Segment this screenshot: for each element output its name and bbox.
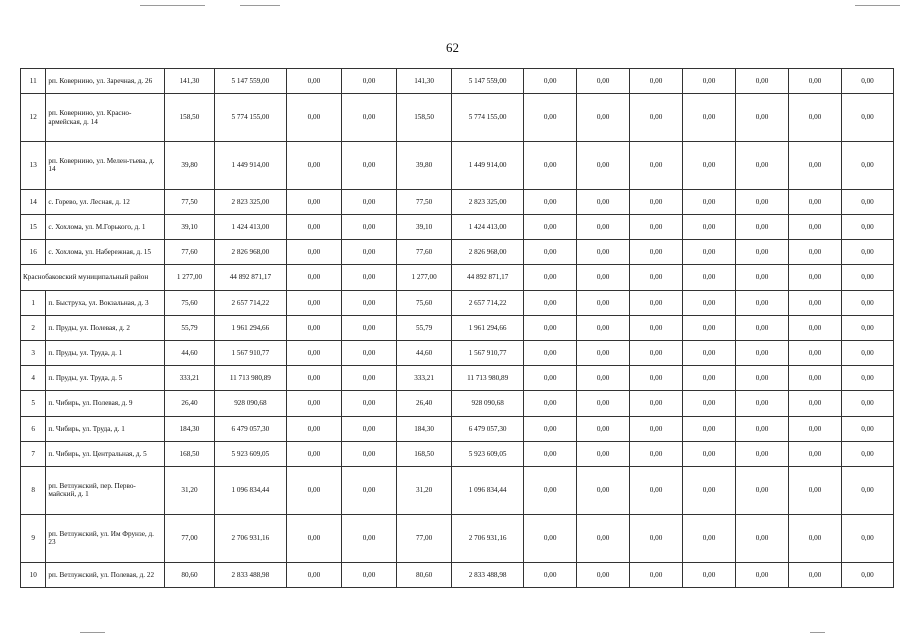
table-row bbox=[21, 315, 894, 340]
cost-cell: 1 567 910,77 bbox=[452, 341, 524, 366]
address-cell: рп. Ветлужский, ул. Полевая, д. 22 bbox=[46, 562, 165, 587]
area-cell: 168,50 bbox=[165, 441, 215, 466]
value-cell: 0,00 bbox=[683, 441, 736, 466]
value-cell: 0,00 bbox=[341, 416, 396, 441]
area-cell: 44,60 bbox=[165, 341, 215, 366]
value-cell: 0,00 bbox=[524, 441, 577, 466]
row-number-cell: 7 bbox=[21, 441, 46, 466]
address-cell: с. Хохлома, ул. Набережная, д. 15 bbox=[46, 240, 165, 265]
value-cell: 0,00 bbox=[577, 240, 630, 265]
value-cell: 0,00 bbox=[286, 189, 341, 214]
value-cell: 0,00 bbox=[789, 315, 842, 340]
area-cell: 333,21 bbox=[397, 366, 452, 391]
value-cell: 0,00 bbox=[630, 265, 683, 290]
value-cell: 0,00 bbox=[630, 441, 683, 466]
area-cell: 141,30 bbox=[397, 69, 452, 94]
row-number-cell: 2 bbox=[21, 315, 46, 340]
cost-cell: 1 096 834,44 bbox=[214, 467, 286, 515]
table-row bbox=[21, 69, 894, 94]
value-cell: 0,00 bbox=[577, 290, 630, 315]
cost-cell: 6 479 057,30 bbox=[452, 416, 524, 441]
housing-cost-table bbox=[20, 68, 894, 588]
value-cell: 0,00 bbox=[286, 366, 341, 391]
value-cell: 0,00 bbox=[630, 214, 683, 239]
table-row bbox=[21, 290, 894, 315]
area-cell: 39,80 bbox=[165, 141, 215, 189]
value-cell: 0,00 bbox=[341, 562, 396, 587]
value-cell: 0,00 bbox=[341, 240, 396, 265]
value-cell: 0,00 bbox=[630, 416, 683, 441]
area-cell: 55,79 bbox=[397, 315, 452, 340]
value-cell: 0,00 bbox=[524, 562, 577, 587]
value-cell: 0,00 bbox=[841, 467, 893, 515]
value-cell: 0,00 bbox=[524, 467, 577, 515]
value-cell: 0,00 bbox=[577, 141, 630, 189]
value-cell: 0,00 bbox=[524, 391, 577, 416]
value-cell: 0,00 bbox=[577, 94, 630, 142]
cost-cell: 5 923 609,05 bbox=[214, 441, 286, 466]
value-cell: 0,00 bbox=[736, 467, 789, 515]
table-body bbox=[21, 69, 894, 588]
row-number-cell: 16 bbox=[21, 240, 46, 265]
value-cell: 0,00 bbox=[341, 467, 396, 515]
value-cell: 0,00 bbox=[789, 366, 842, 391]
value-cell: 0,00 bbox=[736, 441, 789, 466]
cost-cell: 1 424 413,00 bbox=[452, 214, 524, 239]
value-cell: 0,00 bbox=[341, 315, 396, 340]
value-cell: 0,00 bbox=[683, 141, 736, 189]
row-number-cell: 11 bbox=[21, 69, 46, 94]
value-cell: 0,00 bbox=[524, 290, 577, 315]
value-cell: 0,00 bbox=[841, 391, 893, 416]
value-cell: 0,00 bbox=[630, 290, 683, 315]
value-cell: 0,00 bbox=[841, 290, 893, 315]
area-cell: 31,20 bbox=[165, 467, 215, 515]
table-row bbox=[21, 141, 894, 189]
value-cell: 0,00 bbox=[630, 514, 683, 562]
area-cell: 158,50 bbox=[165, 94, 215, 142]
address-cell: с. Горево, ул. Лесная, д. 12 bbox=[46, 189, 165, 214]
value-cell: 0,00 bbox=[524, 240, 577, 265]
area-cell: 184,30 bbox=[165, 416, 215, 441]
value-cell: 0,00 bbox=[286, 214, 341, 239]
value-cell: 0,00 bbox=[841, 141, 893, 189]
value-cell: 0,00 bbox=[286, 441, 341, 466]
value-cell: 0,00 bbox=[577, 441, 630, 466]
cost-cell: 5 774 155,00 bbox=[452, 94, 524, 142]
value-cell: 0,00 bbox=[789, 141, 842, 189]
address-cell: п. Пруды, ул. Труда, д. 5 bbox=[46, 366, 165, 391]
value-cell: 0,00 bbox=[736, 214, 789, 239]
cost-cell: 928 090,68 bbox=[214, 391, 286, 416]
area-cell: 77,50 bbox=[397, 189, 452, 214]
value-cell: 0,00 bbox=[683, 290, 736, 315]
value-cell: 0,00 bbox=[630, 189, 683, 214]
cost-cell: 2 823 325,00 bbox=[214, 189, 286, 214]
table-row bbox=[21, 467, 894, 515]
area-cell: 1 277,00 bbox=[165, 265, 215, 290]
value-cell: 0,00 bbox=[630, 240, 683, 265]
value-cell: 0,00 bbox=[286, 141, 341, 189]
area-cell: 75,60 bbox=[165, 290, 215, 315]
cost-cell: 2 706 931,16 bbox=[452, 514, 524, 562]
area-cell: 158,50 bbox=[397, 94, 452, 142]
cost-cell: 2 826 968,00 bbox=[452, 240, 524, 265]
value-cell: 0,00 bbox=[683, 467, 736, 515]
value-cell: 0,00 bbox=[789, 290, 842, 315]
value-cell: 0,00 bbox=[789, 441, 842, 466]
area-cell: 39,10 bbox=[397, 214, 452, 239]
value-cell: 0,00 bbox=[524, 69, 577, 94]
value-cell: 0,00 bbox=[286, 290, 341, 315]
value-cell: 0,00 bbox=[341, 366, 396, 391]
row-number-cell: 15 bbox=[21, 214, 46, 239]
table-row bbox=[21, 214, 894, 239]
value-cell: 0,00 bbox=[789, 214, 842, 239]
value-cell: 0,00 bbox=[286, 391, 341, 416]
value-cell: 0,00 bbox=[524, 189, 577, 214]
value-cell: 0,00 bbox=[736, 315, 789, 340]
value-cell: 0,00 bbox=[630, 341, 683, 366]
region-name-cell: Краснобаковский муниципальный район bbox=[21, 265, 165, 290]
cost-cell: 928 090,68 bbox=[452, 391, 524, 416]
value-cell: 0,00 bbox=[841, 366, 893, 391]
cost-cell: 2 657 714,22 bbox=[452, 290, 524, 315]
row-number-cell: 1 bbox=[21, 290, 46, 315]
cost-cell: 6 479 057,30 bbox=[214, 416, 286, 441]
value-cell: 0,00 bbox=[524, 366, 577, 391]
value-cell: 0,00 bbox=[789, 391, 842, 416]
value-cell: 0,00 bbox=[841, 214, 893, 239]
value-cell: 0,00 bbox=[630, 562, 683, 587]
scan-artifact-line bbox=[810, 632, 825, 633]
cost-cell: 2 826 968,00 bbox=[214, 240, 286, 265]
address-cell: п. Чибирь, ул. Центральная, д. 5 bbox=[46, 441, 165, 466]
value-cell: 0,00 bbox=[286, 416, 341, 441]
area-cell: 77,60 bbox=[165, 240, 215, 265]
row-number-cell: 13 bbox=[21, 141, 46, 189]
table-row bbox=[21, 562, 894, 587]
value-cell: 0,00 bbox=[341, 141, 396, 189]
value-cell: 0,00 bbox=[736, 240, 789, 265]
value-cell: 0,00 bbox=[286, 94, 341, 142]
value-cell: 0,00 bbox=[577, 416, 630, 441]
address-cell: п. Быструха, ул. Вокзальная, д. 3 bbox=[46, 290, 165, 315]
value-cell: 0,00 bbox=[736, 562, 789, 587]
value-cell: 0,00 bbox=[841, 265, 893, 290]
value-cell: 0,00 bbox=[286, 341, 341, 366]
address-cell: рп. Ветлужский, ул. Им Фрунзе, д. 23 bbox=[46, 514, 165, 562]
value-cell: 0,00 bbox=[736, 265, 789, 290]
value-cell: 0,00 bbox=[683, 214, 736, 239]
value-cell: 0,00 bbox=[577, 315, 630, 340]
table-row bbox=[21, 441, 894, 466]
value-cell: 0,00 bbox=[841, 416, 893, 441]
value-cell: 0,00 bbox=[341, 189, 396, 214]
value-cell: 0,00 bbox=[630, 315, 683, 340]
region-row bbox=[21, 265, 894, 290]
value-cell: 0,00 bbox=[841, 240, 893, 265]
value-cell: 0,00 bbox=[524, 416, 577, 441]
value-cell: 0,00 bbox=[286, 315, 341, 340]
value-cell: 0,00 bbox=[789, 416, 842, 441]
cost-cell: 2 833 488,98 bbox=[452, 562, 524, 587]
cost-cell: 44 892 871,17 bbox=[214, 265, 286, 290]
value-cell: 0,00 bbox=[841, 441, 893, 466]
cost-cell: 1 424 413,00 bbox=[214, 214, 286, 239]
value-cell: 0,00 bbox=[341, 94, 396, 142]
scan-artifact-line bbox=[240, 5, 280, 6]
value-cell: 0,00 bbox=[630, 391, 683, 416]
value-cell: 0,00 bbox=[736, 69, 789, 94]
value-cell: 0,00 bbox=[683, 416, 736, 441]
cost-cell: 1 449 914,00 bbox=[452, 141, 524, 189]
value-cell: 0,00 bbox=[577, 265, 630, 290]
value-cell: 0,00 bbox=[789, 467, 842, 515]
value-cell: 0,00 bbox=[577, 467, 630, 515]
scan-artifact-line bbox=[80, 632, 105, 633]
area-cell: 333,21 bbox=[165, 366, 215, 391]
area-cell: 75,60 bbox=[397, 290, 452, 315]
cost-cell: 2 657 714,22 bbox=[214, 290, 286, 315]
cost-cell: 5 147 559,00 bbox=[214, 69, 286, 94]
address-cell: рп. Ковернино, ул. Красно-армейская, д. 14 bbox=[46, 94, 165, 142]
row-number-cell: 4 bbox=[21, 366, 46, 391]
area-cell: 55,79 bbox=[165, 315, 215, 340]
value-cell: 0,00 bbox=[841, 94, 893, 142]
cost-cell: 44 892 871,17 bbox=[452, 265, 524, 290]
address-cell: рп. Ковернино, ул. Заречная, д. 26 bbox=[46, 69, 165, 94]
value-cell: 0,00 bbox=[789, 265, 842, 290]
value-cell: 0,00 bbox=[736, 341, 789, 366]
address-cell: п. Пруды, ул. Полевая, д. 2 bbox=[46, 315, 165, 340]
value-cell: 0,00 bbox=[577, 391, 630, 416]
row-number-cell: 5 bbox=[21, 391, 46, 416]
value-cell: 0,00 bbox=[577, 366, 630, 391]
value-cell: 0,00 bbox=[524, 214, 577, 239]
value-cell: 0,00 bbox=[683, 366, 736, 391]
area-cell: 26,40 bbox=[397, 391, 452, 416]
value-cell: 0,00 bbox=[736, 391, 789, 416]
address-cell: рп. Ковернино, ул. Мелен-тьева, д. 14 bbox=[46, 141, 165, 189]
value-cell: 0,00 bbox=[341, 214, 396, 239]
value-cell: 0,00 bbox=[341, 265, 396, 290]
table-row bbox=[21, 94, 894, 142]
page-number: 62 bbox=[446, 40, 459, 55]
value-cell: 0,00 bbox=[683, 391, 736, 416]
value-cell: 0,00 bbox=[286, 467, 341, 515]
value-cell: 0,00 bbox=[736, 94, 789, 142]
value-cell: 0,00 bbox=[341, 514, 396, 562]
value-cell: 0,00 bbox=[683, 341, 736, 366]
value-cell: 0,00 bbox=[841, 189, 893, 214]
area-cell: 26,40 bbox=[165, 391, 215, 416]
value-cell: 0,00 bbox=[524, 94, 577, 142]
table-row bbox=[21, 391, 894, 416]
value-cell: 0,00 bbox=[630, 94, 683, 142]
cost-cell: 1 961 294,66 bbox=[452, 315, 524, 340]
value-cell: 0,00 bbox=[577, 341, 630, 366]
table-row bbox=[21, 366, 894, 391]
value-cell: 0,00 bbox=[736, 416, 789, 441]
area-cell: 1 277,00 bbox=[397, 265, 452, 290]
value-cell: 0,00 bbox=[630, 69, 683, 94]
row-number-cell: 6 bbox=[21, 416, 46, 441]
area-cell: 77,60 bbox=[397, 240, 452, 265]
row-number-cell: 3 bbox=[21, 341, 46, 366]
value-cell: 0,00 bbox=[841, 341, 893, 366]
cost-cell: 5 147 559,00 bbox=[452, 69, 524, 94]
value-cell: 0,00 bbox=[736, 514, 789, 562]
value-cell: 0,00 bbox=[524, 514, 577, 562]
table-row bbox=[21, 514, 894, 562]
address-cell: п. Чибирь, ул. Полевая, д. 9 bbox=[46, 391, 165, 416]
value-cell: 0,00 bbox=[286, 562, 341, 587]
row-number-cell: 8 bbox=[21, 467, 46, 515]
cost-cell: 1 449 914,00 bbox=[214, 141, 286, 189]
value-cell: 0,00 bbox=[577, 189, 630, 214]
value-cell: 0,00 bbox=[789, 94, 842, 142]
row-number-cell: 9 bbox=[21, 514, 46, 562]
value-cell: 0,00 bbox=[577, 514, 630, 562]
value-cell: 0,00 bbox=[736, 290, 789, 315]
value-cell: 0,00 bbox=[736, 189, 789, 214]
cost-cell: 5 774 155,00 bbox=[214, 94, 286, 142]
value-cell: 0,00 bbox=[736, 141, 789, 189]
value-cell: 0,00 bbox=[683, 514, 736, 562]
area-cell: 77,00 bbox=[165, 514, 215, 562]
area-cell: 77,50 bbox=[165, 189, 215, 214]
cost-cell: 1 961 294,66 bbox=[214, 315, 286, 340]
area-cell: 31,20 bbox=[397, 467, 452, 515]
value-cell: 0,00 bbox=[789, 240, 842, 265]
cost-cell: 2 823 325,00 bbox=[452, 189, 524, 214]
area-cell: 44,60 bbox=[397, 341, 452, 366]
value-cell: 0,00 bbox=[577, 69, 630, 94]
value-cell: 0,00 bbox=[341, 290, 396, 315]
value-cell: 0,00 bbox=[683, 240, 736, 265]
area-cell: 80,60 bbox=[397, 562, 452, 587]
value-cell: 0,00 bbox=[841, 315, 893, 340]
value-cell: 0,00 bbox=[683, 94, 736, 142]
row-number-cell: 10 bbox=[21, 562, 46, 587]
cost-cell: 2 706 931,16 bbox=[214, 514, 286, 562]
area-cell: 77,00 bbox=[397, 514, 452, 562]
value-cell: 0,00 bbox=[341, 441, 396, 466]
table-row bbox=[21, 189, 894, 214]
value-cell: 0,00 bbox=[524, 341, 577, 366]
address-cell: п. Чибирь, ул. Труда, д. 1 bbox=[46, 416, 165, 441]
value-cell: 0,00 bbox=[341, 391, 396, 416]
value-cell: 0,00 bbox=[789, 562, 842, 587]
value-cell: 0,00 bbox=[841, 514, 893, 562]
value-cell: 0,00 bbox=[683, 315, 736, 340]
cost-cell: 5 923 609,05 bbox=[452, 441, 524, 466]
table-row bbox=[21, 416, 894, 441]
value-cell: 0,00 bbox=[341, 69, 396, 94]
value-cell: 0,00 bbox=[630, 141, 683, 189]
address-cell: рп. Ветлужский, пер. Перво-майский, д. 1 bbox=[46, 467, 165, 515]
scan-artifact-line bbox=[140, 5, 205, 6]
address-cell: п. Пруды, ул. Труда, д. 1 bbox=[46, 341, 165, 366]
scan-artifact-line bbox=[855, 5, 900, 6]
value-cell: 0,00 bbox=[341, 341, 396, 366]
table-row bbox=[21, 341, 894, 366]
value-cell: 0,00 bbox=[736, 366, 789, 391]
area-cell: 39,80 bbox=[397, 141, 452, 189]
value-cell: 0,00 bbox=[286, 69, 341, 94]
value-cell: 0,00 bbox=[577, 214, 630, 239]
value-cell: 0,00 bbox=[286, 514, 341, 562]
value-cell: 0,00 bbox=[630, 366, 683, 391]
value-cell: 0,00 bbox=[286, 240, 341, 265]
value-cell: 0,00 bbox=[789, 189, 842, 214]
cost-cell: 11 713 980,89 bbox=[214, 366, 286, 391]
cost-cell: 11 713 980,89 bbox=[452, 366, 524, 391]
cost-cell: 1 567 910,77 bbox=[214, 341, 286, 366]
value-cell: 0,00 bbox=[524, 315, 577, 340]
area-cell: 184,30 bbox=[397, 416, 452, 441]
value-cell: 0,00 bbox=[841, 69, 893, 94]
area-cell: 39,10 bbox=[165, 214, 215, 239]
value-cell: 0,00 bbox=[683, 69, 736, 94]
value-cell: 0,00 bbox=[683, 562, 736, 587]
value-cell: 0,00 bbox=[683, 265, 736, 290]
value-cell: 0,00 bbox=[286, 265, 341, 290]
value-cell: 0,00 bbox=[630, 467, 683, 515]
value-cell: 0,00 bbox=[524, 141, 577, 189]
value-cell: 0,00 bbox=[577, 562, 630, 587]
area-cell: 80,60 bbox=[165, 562, 215, 587]
value-cell: 0,00 bbox=[789, 514, 842, 562]
value-cell: 0,00 bbox=[789, 341, 842, 366]
cost-cell: 1 096 834,44 bbox=[452, 467, 524, 515]
row-number-cell: 12 bbox=[21, 94, 46, 142]
table-row bbox=[21, 240, 894, 265]
address-cell: с. Хохлома, ул. М.Горького, д. 1 bbox=[46, 214, 165, 239]
area-cell: 141,30 bbox=[165, 69, 215, 94]
value-cell: 0,00 bbox=[789, 69, 842, 94]
value-cell: 0,00 bbox=[841, 562, 893, 587]
area-cell: 168,50 bbox=[397, 441, 452, 466]
value-cell: 0,00 bbox=[683, 189, 736, 214]
row-number-cell: 14 bbox=[21, 189, 46, 214]
value-cell: 0,00 bbox=[524, 265, 577, 290]
cost-cell: 2 833 488,98 bbox=[214, 562, 286, 587]
